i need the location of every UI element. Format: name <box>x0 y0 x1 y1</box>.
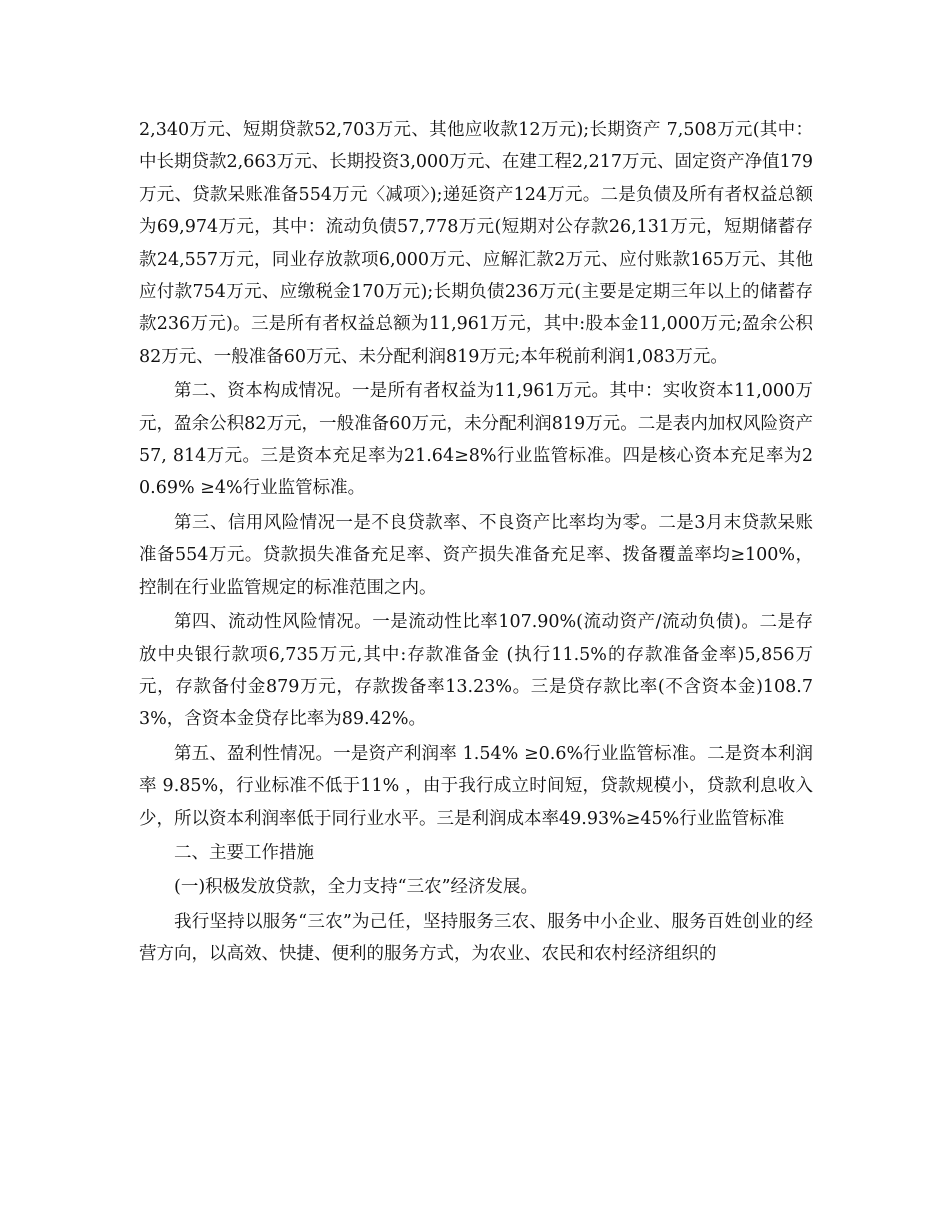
paragraph-credit-risk: 第三、信用风险情况一是不良贷款率、不良资产比率均为零。二是3月末贷款呆账准备554万元。贷款损失准备充足率、资产损失准备充足率、拨备覆盖率均≥100%，控制在行业监管规定的标准范围之内。 <box>139 512 813 598</box>
paragraph-balance-continued: 2,340万元、短期贷款52,703万元、其他应收款12万元);长期资产 7,508万元(其中：中长期贷款2,663万元、长期投资3,000万元、在建工程2,217万元、固定资产净值179万元、贷款呆账准备554万元〈减项〉);递延资产124万元。二是负债及所有者权益总额为69,974万元，其中：流动负债57,778万元(短期对公存款26,131万元，短期储蓄存款24,557万元，同业存放款项6,000万元、应解汇款2万元、应付账款165万元、其他应付款754万元、应缴税金170万元);长期负债236万元(主要是定期三年以上的储蓄存款236万元)。三是所有者权益总额为11,961万元，其中:股本金11,000万元;盈余公积82万元、一般准备60万元、未分配利润819万元;本年税前利润1,083万元。 <box>139 120 813 367</box>
paragraph-service-policy: 我行坚持以服务“三农”为己任，坚持服务三农、服务中小企业、服务百姓创业的经营方向，以高效、快捷、便利的服务方式，为农业、农民和农村经济组织的 <box>139 911 813 965</box>
document-page <box>139 114 813 973</box>
subheading: (一)积极发放贷款，全力支持“三农”经济发展。 <box>174 877 539 898</box>
section-heading: 二、主要工作措施 <box>174 842 314 863</box>
paragraph-liquidity-risk: 第四、流动性风险情况。一是流动性比率107.90%(流动资产/流动负债)。二是存放中央银行款项6,735万元,其中:存款准备金 (执行11.5%的存款准备金率)5,856万元，存款备付金879万元，存款拨备率13.23%。三是贷存款比率(不含资本金)108.73%，含资本金贷存比率为89.42%。 <box>139 612 813 730</box>
paragraph-profitability: 第五、盈利性情况。一是资产利润率 1.54% ≥0.6%行业监管标准。二是资本利润率 9.85%，行业标准不低于11% ，由于我行成立时间短，贷款规模小，贷款利息收入少，所以资本利润率低于同行业水平。三是利润成本率49.93%≥45%行业监管标准 <box>139 743 813 829</box>
paragraph-capital-structure: 第二、资本构成情况。一是所有者权益为11,961万元。其中：实收资本11,000万元，盈余公积82万元，一般准备60万元，未分配利润819万元。二是表内加权风险资产57, 814万元。三是资本充足率为21.64≥8%行业监管标准。四是核心资本充足率为20.69% ≥4%行业监管标准。 <box>139 381 813 499</box>
